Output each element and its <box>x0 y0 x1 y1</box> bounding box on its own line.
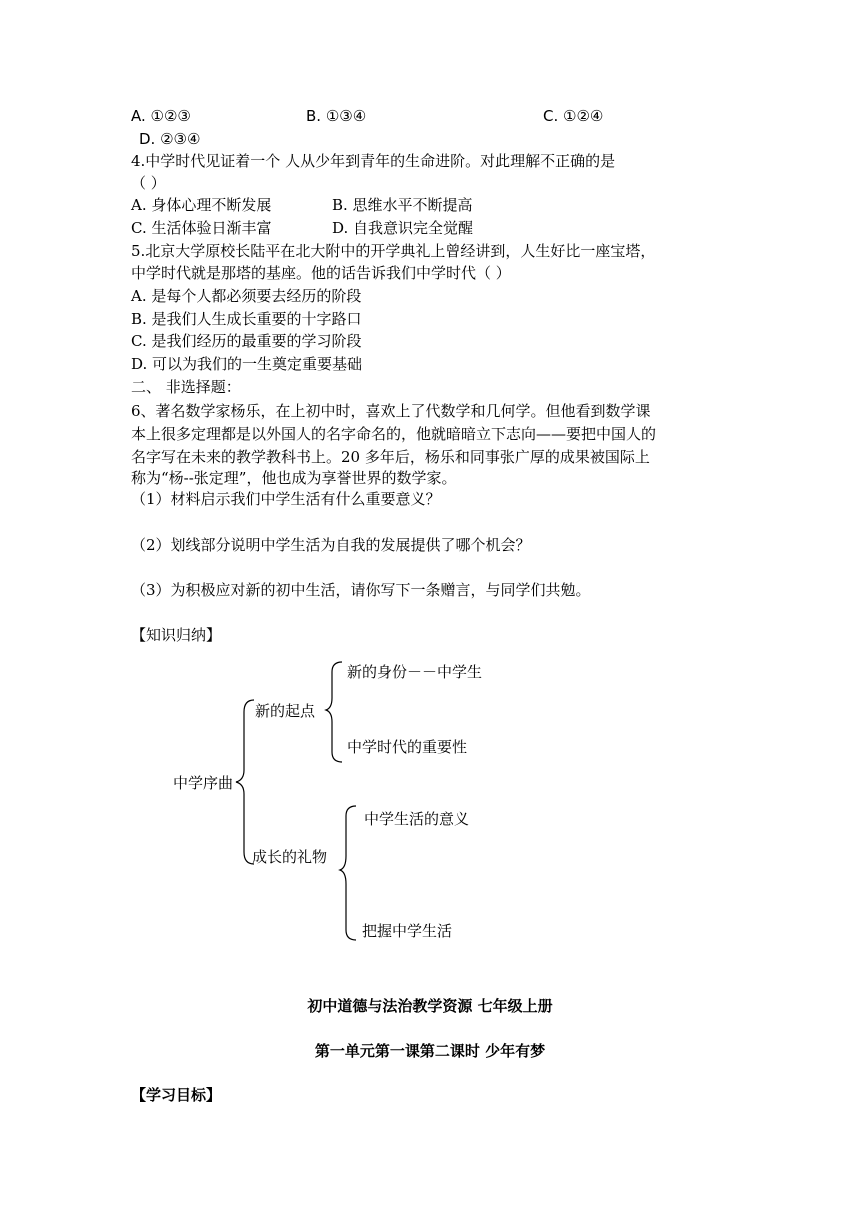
q5-option-c: C. 是我们经历的最重要的学习阶段 <box>131 332 362 350</box>
mind-map-branch-1: 新的起点 <box>255 702 316 720</box>
mind-map-root: 中学序曲 <box>173 774 234 792</box>
root-brace <box>236 700 254 864</box>
lesson-title: 第一单元第一课第二课时 少年有梦 <box>314 1042 546 1060</box>
q4-option-b: B. 思维水平不断提高 <box>332 196 473 214</box>
q6-paragraph-line3: 名字写在未来的教学教科书上。20 多年后，杨乐和同事张广厚的成果被国际上 <box>131 448 650 466</box>
q5-option-b: B. 是我们人生成长重要的十字路口 <box>131 310 362 328</box>
q4-stem: 4.中学时代见证着一个 人从少年到青年的生命进阶。对此理解不正确的是 <box>131 152 616 170</box>
q5-stem-line1: 5.北京大学原校长陆平在北大附中的开学典礼上曾经讲到，人生好比一座宝塔， <box>131 242 656 260</box>
branch1-brace <box>326 662 342 762</box>
knowledge-title: 【知识归纳】 <box>131 626 222 644</box>
q6-paragraph-line2: 本上很多定理都是以外国人的名字命名的，他就暗暗立下志向——要把中国人的 <box>131 425 657 443</box>
q6-subquestion-2: （2）划线部分说明中学生活为自我的发展提供了哪个机会？ <box>131 536 531 554</box>
q3-option-a: A. ①②③ <box>131 107 191 125</box>
mind-map-leaf-2a: 中学生活的意义 <box>364 810 470 828</box>
mind-map-branch-2: 成长的礼物 <box>252 848 328 866</box>
q6-paragraph-line4: 称为“杨--张定理”，他也成为享誉世界的数学家。 <box>131 469 457 487</box>
q3-option-b: B. ①③④ <box>306 107 367 125</box>
mind-map-leaf-1a: 新的身份－－中学生 <box>347 663 483 681</box>
resource-title: 初中道德与法治教学资源 七年级上册 <box>307 997 553 1015</box>
q3-option-d: D. ②③④ <box>139 130 201 148</box>
q3-option-c: C. ①②④ <box>543 107 604 125</box>
mind-map-leaf-2b: 把握中学生活 <box>362 922 453 940</box>
q6-subquestion-1: （1）材料启示我们中学生活有什么重要意义？ <box>131 490 441 508</box>
q4-blank: （ ） <box>131 174 166 192</box>
q4-option-c: C. 生活体验日渐丰富 <box>131 219 272 237</box>
branch2-brace <box>340 806 356 940</box>
q6-paragraph-line1: 6、著名数学家杨乐，在上初中时，喜欢上了代数学和几何学。但他看到数学课 <box>131 402 651 420</box>
objectives-heading: 【学习目标】 <box>131 1086 222 1104</box>
q5-stem-line2: 中学时代就是那塔的基座。他的话告诉我们中学时代（ ） <box>131 264 511 282</box>
q5-option-a: A. 是每个人都必须要去经历的阶段 <box>131 287 362 305</box>
q4-option-d: D. 自我意识完全觉醒 <box>332 219 474 237</box>
q6-subquestion-3: （3）为积极应对新的初中生活，请你写下一条赠言，与同学们共勉。 <box>131 581 591 599</box>
mind-map-leaf-1b: 中学时代的重要性 <box>347 738 468 756</box>
section-heading: 二、 非选择题： <box>131 378 241 396</box>
q5-option-d: D. 可以为我们的一生奠定重要基础 <box>131 355 363 373</box>
q4-option-a: A. 身体心理不断发展 <box>131 196 272 214</box>
